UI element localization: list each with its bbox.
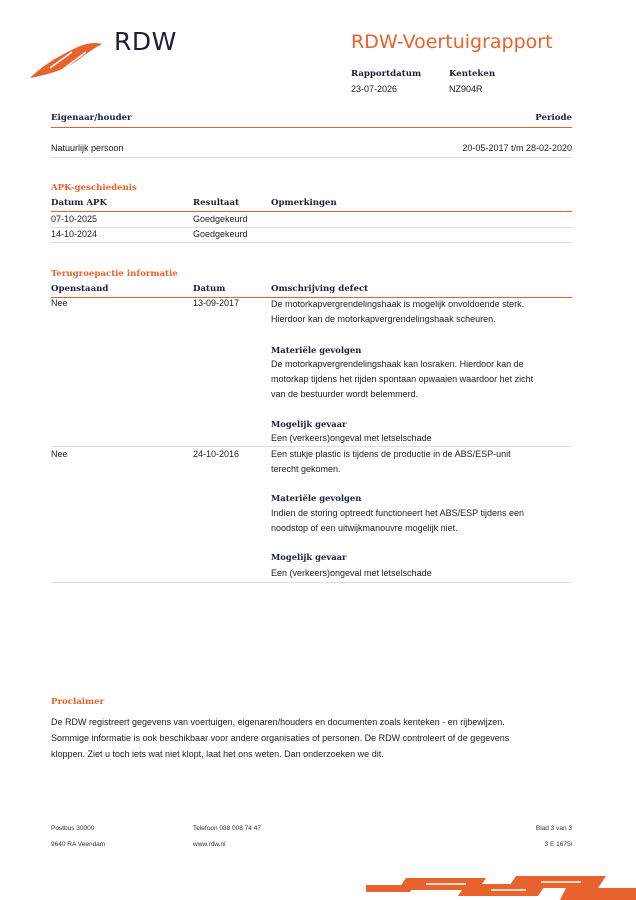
- apk-col-date: Datum APK: [51, 198, 107, 208]
- proclaimer-text: [51, 714, 581, 762]
- consequences-line: noodstop of een uitwijkmanouvre mogelijk niet.: [271, 523, 458, 533]
- apk-rule: [51, 211, 572, 212]
- proclaimer-title: Proclaimer: [51, 697, 105, 707]
- defect-line: terecht gekomen.: [271, 464, 341, 474]
- report-title: RDW-Voertuigrapport: [351, 31, 553, 53]
- apk-row-result: Goedgekeurd: [193, 214, 248, 224]
- rdw-logo: [28, 27, 178, 82]
- footer-city: 9640 RA Veendam: [51, 841, 106, 848]
- apk-col-remarks: Opmerkingen: [271, 198, 337, 208]
- apk-row-date: 07-10-2025: [51, 214, 98, 224]
- footer-web: www.rdw.nl: [193, 841, 226, 848]
- owner-divider: [51, 157, 572, 158]
- logo-text: RDW: [114, 27, 177, 56]
- rdw-logo-icon: [28, 38, 106, 82]
- recall-row-open: Nee: [51, 298, 68, 308]
- report-date-label: Rapportdatum: [351, 69, 422, 79]
- proclaimer-line: Sommige informatie is ook beschikbaar voor andere organisaties of personen. De RDW controleert of de gegevens: [51, 733, 510, 743]
- danger-label: Mogelijk gevaar: [271, 419, 347, 429]
- recall-col-defect: Omschrijving defect: [271, 284, 369, 294]
- recall-row-description: [271, 447, 571, 477]
- recall-row-date: 13-09-2017: [193, 298, 240, 308]
- plate-value: NZ904R: [449, 84, 483, 94]
- owner-rule: [51, 127, 572, 128]
- footer-page: Blad 3 van 3: [535, 825, 572, 832]
- apk-title: APK-geschiedenis: [51, 183, 137, 193]
- proclaimer-line: kloppen. Ziet u toch iets wat niet klopt, laat het ons weten. Dan onderzoeken we dit.: [51, 749, 384, 759]
- footer-postbus: Postbus 30000: [51, 825, 95, 832]
- recall-row-open: Nee: [51, 449, 68, 459]
- owner-header: Eigenaar/houder: [51, 113, 132, 123]
- recall-row-divider: [51, 582, 572, 583]
- plate-label: Kenteken: [449, 69, 496, 79]
- report-date-value: 23-07-2026: [351, 84, 398, 94]
- consequences-line: motorkap tijdens het rijden spontaan opwaaien waardoor het zicht: [271, 374, 534, 384]
- danger-label: Mogelijk gevaar: [271, 552, 347, 562]
- recall-title: Terugroepactie informatie: [51, 269, 178, 279]
- consequences-line: Indien de storing optreedt functioneert het ABS/ESP tijdens een: [271, 508, 525, 518]
- footer-code: 3 E 1675l: [544, 841, 572, 848]
- apk-row-result: Goedgekeurd: [193, 229, 248, 239]
- footer-phone: Telefoon 088 008 74 47: [193, 825, 261, 832]
- owner-value: Natuurlijk persoon: [51, 143, 124, 153]
- recall-col-date: Datum: [193, 284, 226, 294]
- danger-text: Een (verkeers)ongeval met letselschade: [271, 568, 432, 578]
- proclaimer-line: De RDW registreert gegevens van voertuigen, eigenaren/houders en documenten zoals kenteken - en rijbewijzen.: [51, 717, 505, 727]
- period-value: 20-05-2017 t/m 28-02-2020: [462, 143, 572, 153]
- apk-row-divider: [51, 227, 572, 228]
- consequences-text: [271, 357, 571, 402]
- period-header: Periode: [535, 113, 572, 123]
- apk-row-divider: [51, 242, 572, 243]
- decorative-stripes-graphic: [366, 870, 636, 900]
- defect-line: De motorkapvergrendelingshaak is mogelijk onvoldoende sterk.: [271, 299, 525, 309]
- consequences-label: Materiële gevolgen: [271, 493, 362, 503]
- apk-col-result: Resultaat: [193, 198, 240, 208]
- recall-row-description: [271, 297, 571, 327]
- consequences-text: [271, 506, 571, 536]
- apk-row-date: 14-10-2024: [51, 229, 98, 239]
- consequences-line: De motorkapvergrendelingshaak kan losraken. Hierdoor kan de: [271, 359, 524, 369]
- danger-text: Een (verkeers)ongeval met letselschade: [271, 433, 432, 443]
- consequences-label: Materiële gevolgen: [271, 345, 362, 355]
- defect-line: Een stukje plastic is tijdens de productie in de ABS/ESP-unit: [271, 449, 511, 459]
- recall-row-date: 24-10-2016: [193, 449, 240, 459]
- recall-col-open: Openstaand: [51, 284, 109, 294]
- consequences-line: van de bestuurder wordt belemmerd.: [271, 389, 419, 399]
- defect-line: Hierdoor kan de motorkapvergrendelingshaak scheuren.: [271, 314, 496, 324]
